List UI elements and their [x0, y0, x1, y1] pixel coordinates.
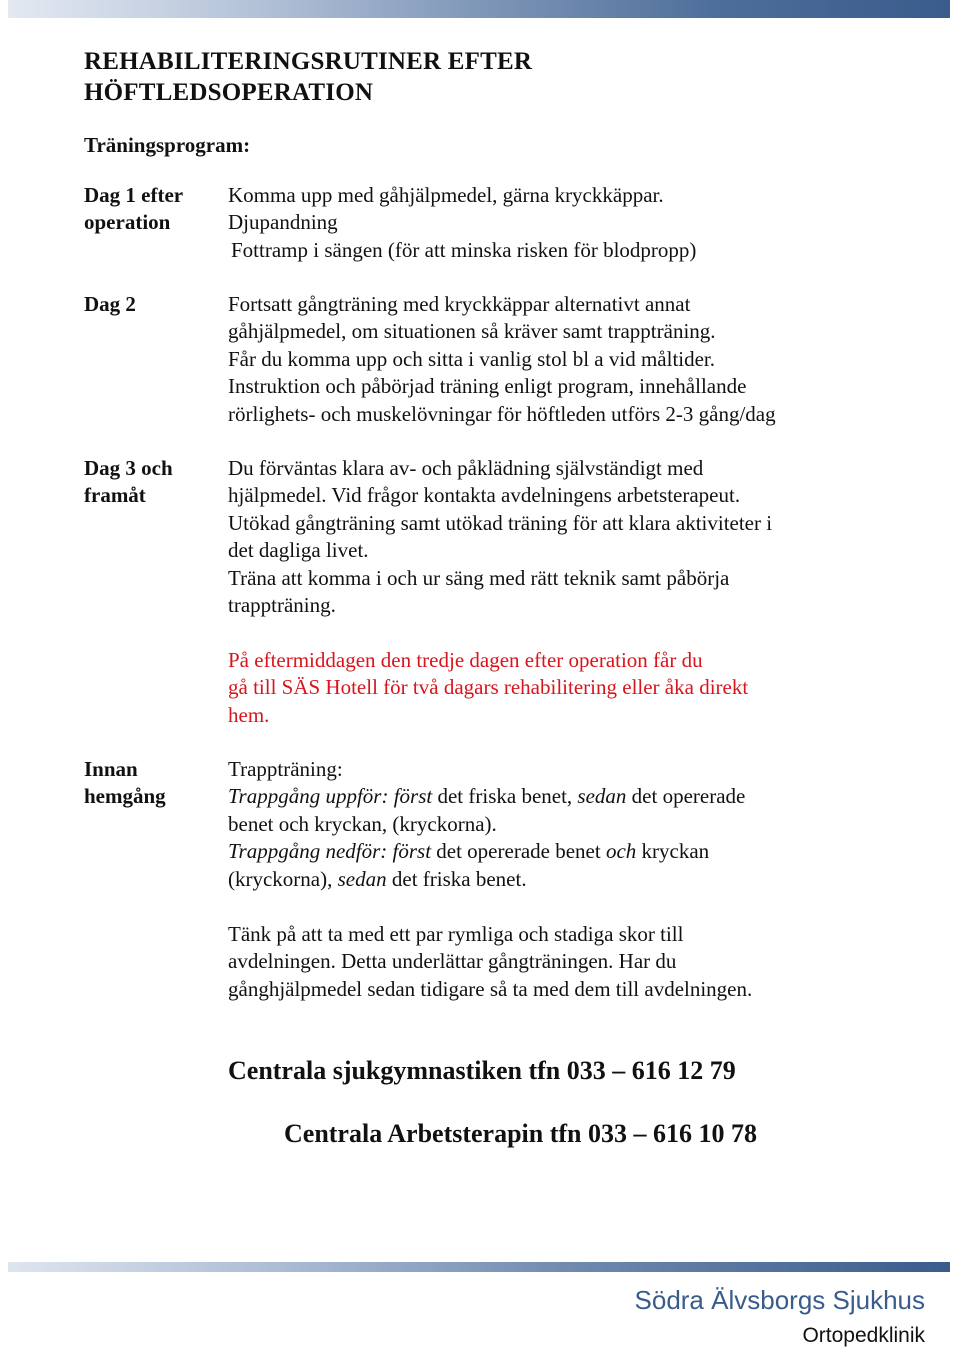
stairs-down-text: det opererade benet — [431, 839, 606, 864]
contact-occupational-therapy: Centrala Arbetsterapin tfn 033 – 616 10 78 — [284, 1119, 758, 1148]
stairs-down-line-2 — [228, 866, 888, 893]
note-line: hem. — [228, 702, 270, 727]
text-line: Träna att komma i och ur säng med rätt teknik samt påbörja — [228, 565, 730, 590]
note-line: gå till SÄS Hotell för två dagars rehabilitering eller åka direkt — [228, 675, 749, 700]
text-line: trappträning. — [228, 593, 336, 618]
stairs-up-line-1 — [228, 783, 888, 810]
text-line: det dagliga livet. — [228, 538, 369, 563]
label-innan-hemgang — [84, 756, 219, 811]
contact-physiotherapy: Centrala sjukgymnastiken tfn 033 – 616 12 79 — [228, 1056, 736, 1085]
shoes-tip — [228, 921, 888, 1003]
hotel-note — [228, 647, 888, 729]
section-innan-hemgang — [228, 756, 888, 893]
stairs-up-text: det friska benet, — [432, 784, 578, 809]
label-dag-2-text: Dag 2 — [84, 292, 136, 316]
title-line-2: HÖFTLEDSOPERATION — [84, 79, 374, 106]
stairs-down-emphasis: och — [605, 839, 637, 864]
stairs-up-emphasis: sedan — [577, 784, 627, 809]
label-dag-2 — [84, 291, 219, 318]
stairs-up-line-2: benet och kryckan, (kryckorna). — [228, 811, 497, 836]
header-band — [8, 0, 950, 18]
document-title — [84, 46, 532, 108]
text-line: hjälpmedel. Vid frågor kontakta avdelningens arbetsterapeut. — [228, 483, 741, 508]
note-line: På eftermiddagen den tredje dagen efter operation får du — [228, 648, 703, 672]
stairs-down-text-3: (kryckorna), — [228, 866, 338, 891]
footer-band — [8, 1262, 950, 1272]
program-heading: Träningsprogram: — [84, 133, 251, 157]
section-dag-1 — [228, 182, 888, 264]
label-innan-line-2: hemgång — [84, 784, 166, 809]
label-dag-1-line-2: operation — [84, 210, 171, 235]
text-line: Utökad gångträning samt utökad träning för att klara aktiviteter i — [228, 510, 773, 535]
tip-line: Tänk på att ta med ett par rymliga och stadiga skor till — [228, 922, 684, 946]
clinic-name: Ortopedklinik — [802, 1324, 925, 1347]
label-dag-1 — [84, 182, 219, 237]
section-dag-3 — [228, 455, 888, 619]
stairs-down-text-2: kryckan — [636, 839, 710, 864]
text-line: Instruktion och påbörjad träning enligt program, innehållande — [228, 374, 747, 399]
stairs-up-text-2: det opererade — [626, 784, 746, 809]
text-line: Fortsatt gångträning med kryckkäppar alternativt annat — [228, 292, 691, 316]
stair-training-heading: Trappträning: — [228, 757, 343, 781]
text-line: Djupandning — [228, 210, 338, 235]
title-line-1: REHABILITERINGSRUTINER EFTER — [84, 48, 533, 75]
stairs-down-emphasis-2: sedan — [337, 866, 387, 891]
text-line: Får du komma upp och sitta i vanlig stol bl a vid måltider. — [228, 346, 716, 371]
stairs-down-text-4: det friska benet. — [386, 866, 527, 891]
stairs-down-label: Trappgång nedför: först — [228, 839, 432, 864]
label-dag-1-line-1: Dag 1 efter — [84, 183, 184, 207]
stairs-up-label: Trappgång uppför: först — [228, 784, 433, 809]
label-innan-line-1: Innan — [84, 757, 138, 781]
label-dag-3-line-1: Dag 3 och — [84, 456, 173, 480]
text-line: Fottramp i sängen (för att minska risken för blodpropp) — [231, 237, 697, 262]
text-line: gåhjälpmedel, om situationen så kräver samt trappträning. — [228, 319, 716, 344]
text-line: Du förväntas klara av- och påklädning självständigt med — [228, 456, 704, 480]
section-dag-2 — [228, 291, 888, 428]
text-line: Komma upp med gåhjälpmedel, gärna kryckkäppar. — [228, 183, 664, 207]
hospital-name: Södra Älvsborgs Sjukhus — [634, 1285, 925, 1315]
label-dag-3 — [84, 455, 219, 510]
text-line: rörlighets- och muskelövningar för höftleden utförs 2-3 gång/dag — [228, 401, 776, 426]
label-dag-3-line-2: framåt — [84, 483, 146, 508]
stairs-down-line-1 — [228, 838, 888, 865]
tip-line: gånghjälpmedel sedan tidigare så ta med dem till avdelningen. — [228, 976, 753, 1001]
tip-line: avdelningen. Detta underlättar gångträningen. Har du — [228, 949, 677, 974]
